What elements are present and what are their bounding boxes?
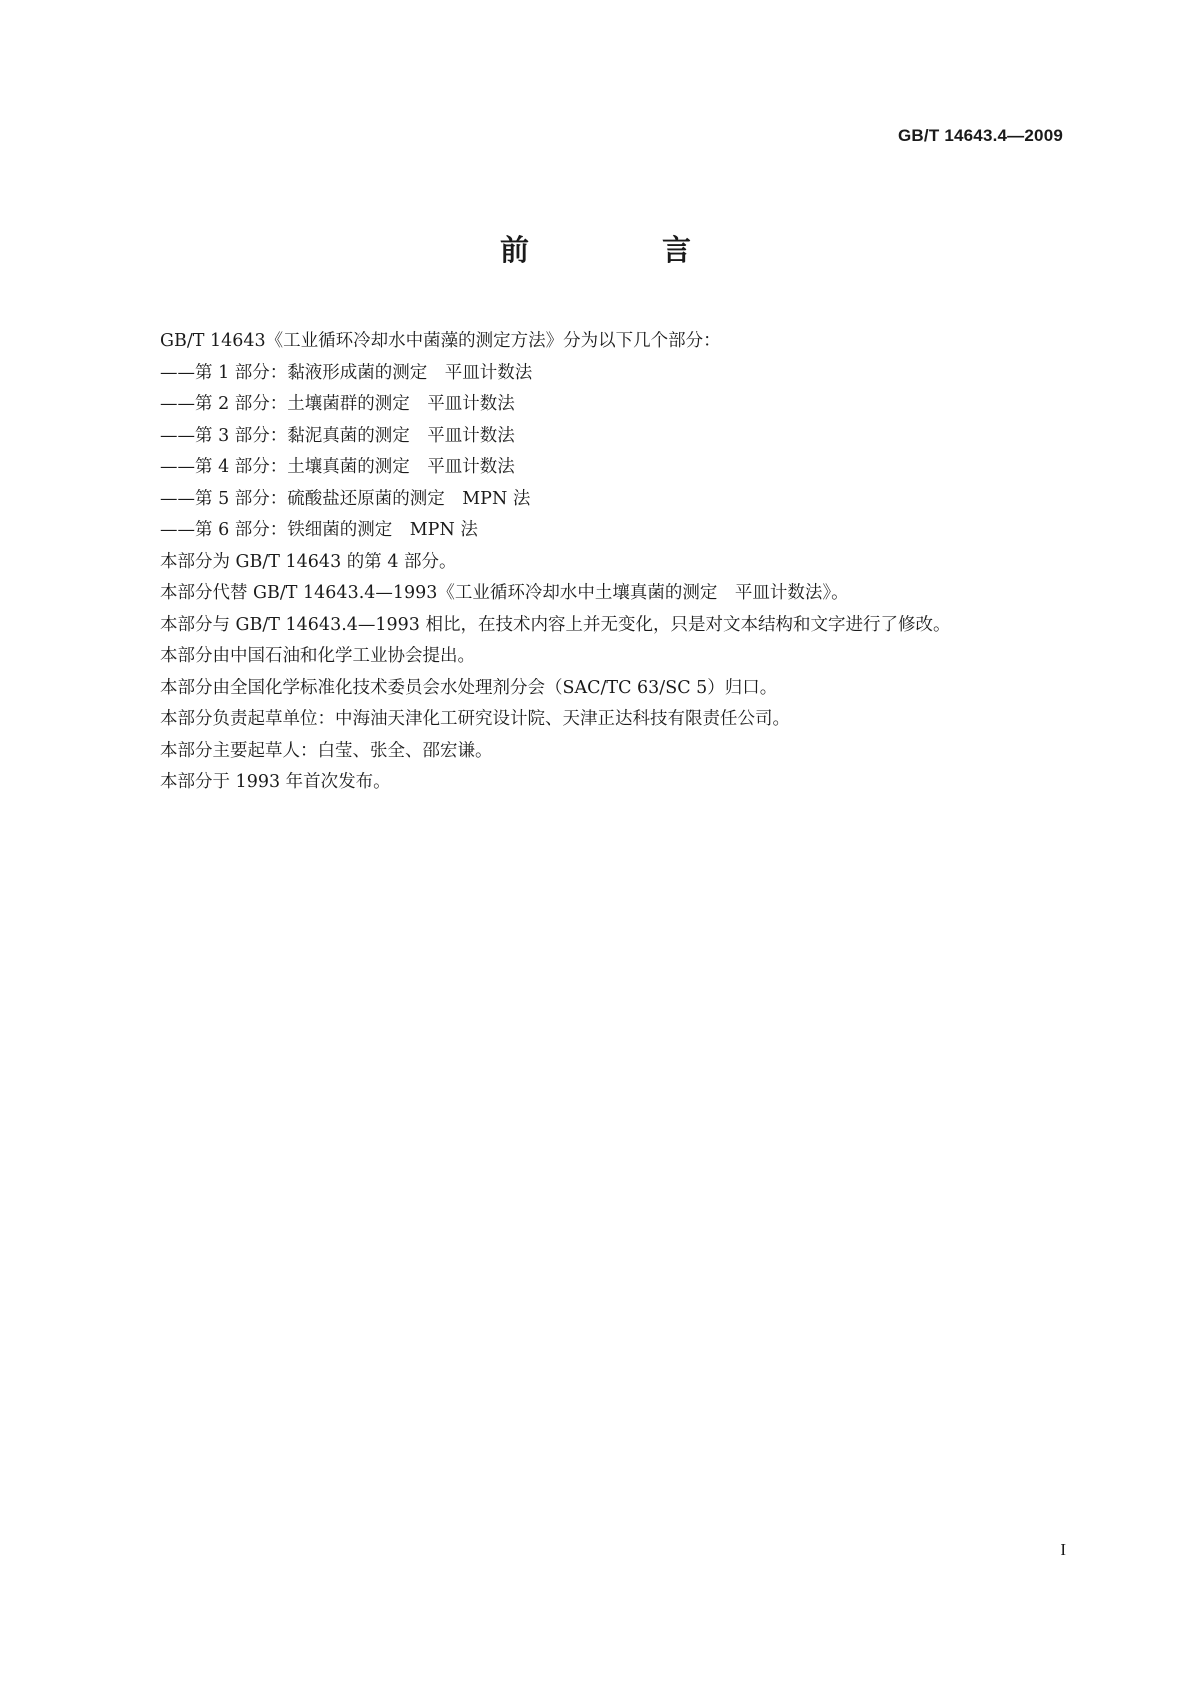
part-4-item: ——第 4 部分：土壤真菌的测定 平皿计数法 [160,457,515,477]
part-2-item: ——第 2 部分：土壤菌群的测定 平皿计数法 [160,394,515,414]
committee-paragraph: 本部分由全国化学标准化技术委员会水处理剂分会（SAC/TC 63/SC 5）归口。 [160,677,778,698]
intro-paragraph: GB/T 14643《工业循环冷却水中菌藻的测定方法》分为以下几个部分： [160,331,721,351]
drafting-units-paragraph: 本部分负责起草单位：中海油天津化工研究设计院、天津正达科技有限责任公司。 [160,709,790,729]
proposer-paragraph: 本部分由中国石油和化学工业协会提出。 [160,646,475,666]
foreword-body [125,326,1065,799]
page-title: 前 言 [499,233,743,267]
part-5-item: ——第 5 部分：硫酸盐还原菌的测定 MPN 法 [160,488,531,509]
changes-paragraph: 本部分与 GB/T 14643.4—1993 相比，在技术内容上并无变化，只是对文本结构和文字进行了修改。 [160,614,951,635]
drafters-paragraph: 本部分主要起草人：白莹、张全、邵宏谦。 [160,740,493,761]
standard-code: GB/T 14643.4—2009 [898,126,1063,145]
part-3-item: ——第 3 部分：黏泥真菌的测定 平皿计数法 [160,425,515,446]
first-release-paragraph: 本部分于 1993 年首次发布。 [160,772,391,792]
part-1-item: ——第 1 部分：黏液形成菌的测定 平皿计数法 [160,362,533,383]
part-6-item: ——第 6 部分：铁细菌的测定 MPN 法 [160,520,478,540]
replacement-paragraph: 本部分代替 GB/T 14643.4—1993《工业循环冷却水中土壤真菌的测定 平皿计数法》。 [160,583,849,603]
part-statement-paragraph: 本部分为 GB/T 14643 的第 4 部分。 [160,551,457,572]
page-number: I [1060,1540,1066,1559]
